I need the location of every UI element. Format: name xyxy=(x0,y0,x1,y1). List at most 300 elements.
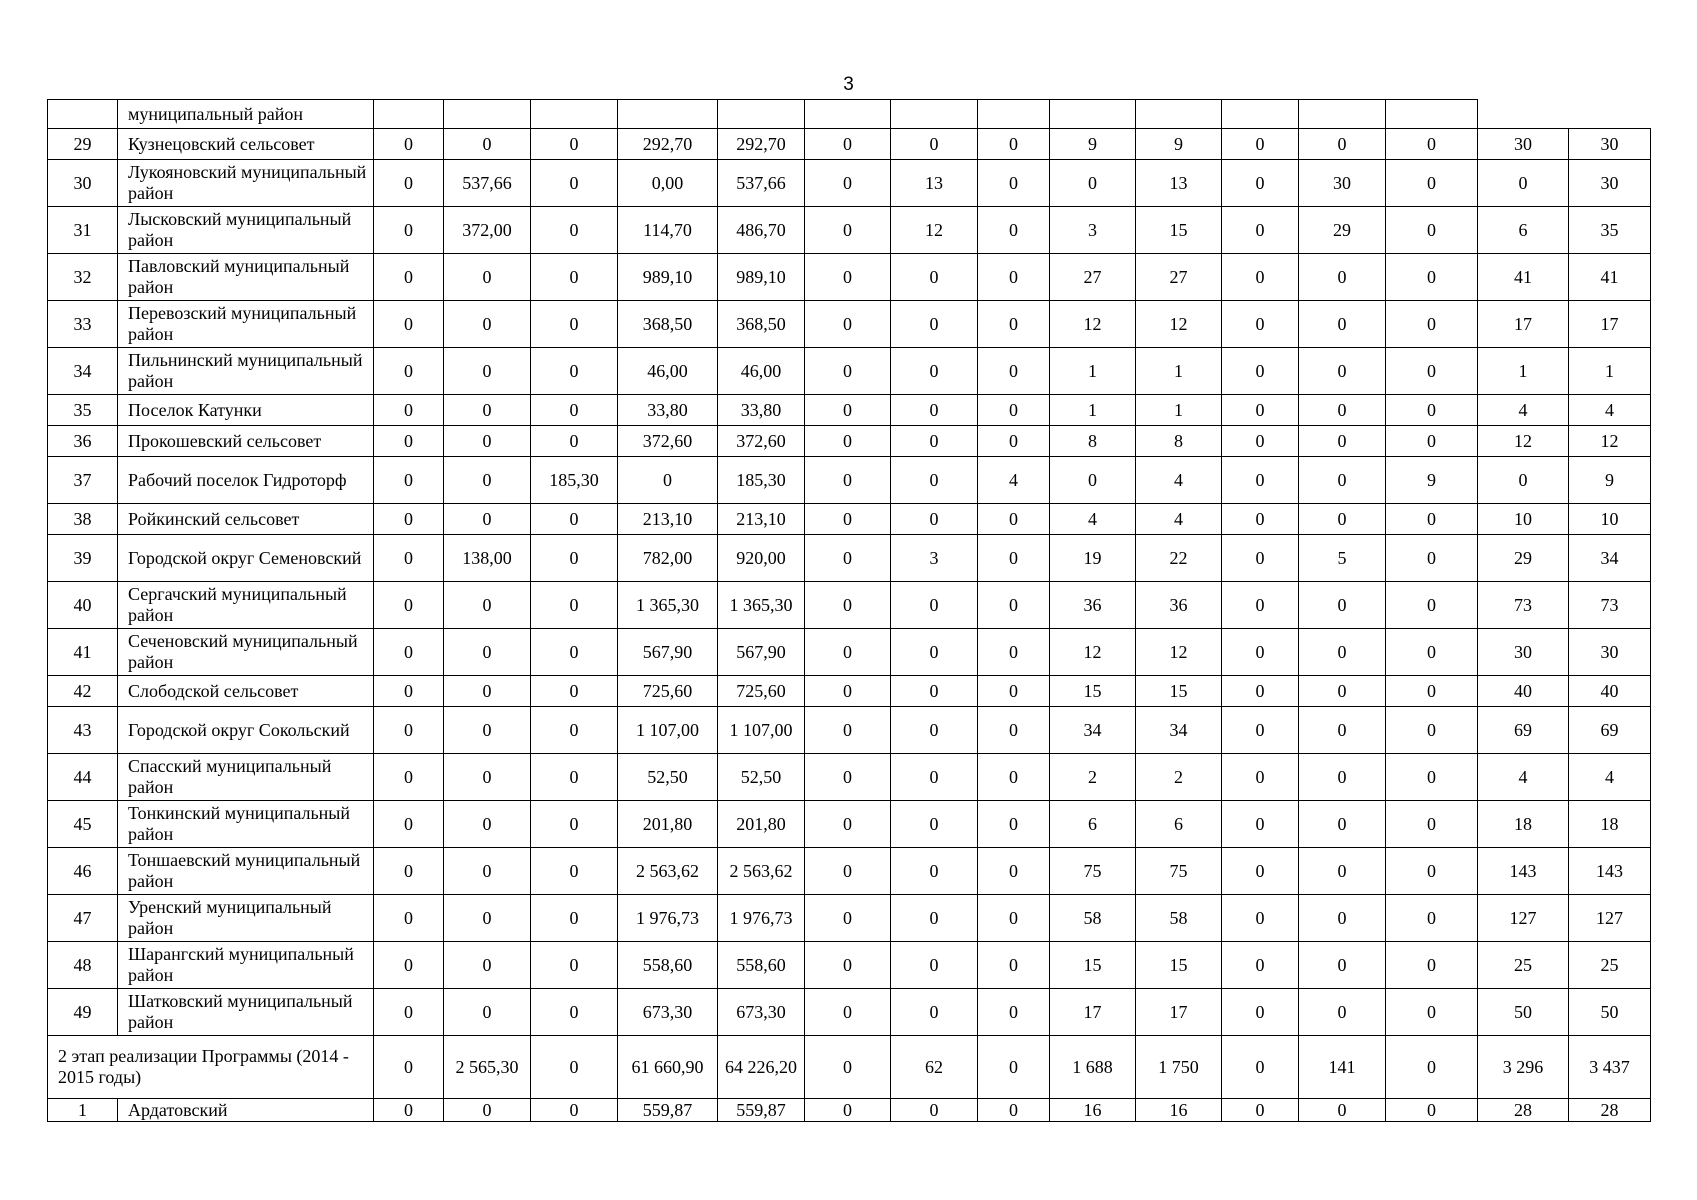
value-cell: 0 xyxy=(374,989,444,1036)
value-cell: 0 xyxy=(1222,301,1299,348)
value-cell: 0 xyxy=(531,754,618,801)
value-cell: 9 xyxy=(1569,457,1651,504)
value-cell: 0 xyxy=(444,504,531,535)
value-cell: 30 xyxy=(1478,629,1569,676)
value-cell: 0 xyxy=(444,707,531,754)
value-cell: 0 xyxy=(374,582,444,629)
value-cell: 1 xyxy=(1050,395,1136,426)
value-cell: 27 xyxy=(1050,254,1136,301)
table-row xyxy=(48,582,1651,629)
value-cell: 0 xyxy=(531,707,618,754)
value-cell: 0 xyxy=(1050,457,1136,504)
value-cell: 0 xyxy=(805,129,891,160)
value-cell: 0 xyxy=(1222,457,1299,504)
value-cell: 0 xyxy=(1386,1099,1478,1122)
value-cell: 559,87 xyxy=(718,1099,805,1122)
value-cell: 0 xyxy=(805,301,891,348)
value-cell: 725,60 xyxy=(718,676,805,707)
value-cell: 0 xyxy=(531,254,618,301)
value-cell: 141 xyxy=(1299,1036,1386,1099)
value-cell: 0 xyxy=(891,989,978,1036)
value-cell: 0 xyxy=(978,1099,1050,1122)
value-cell: 0 xyxy=(1222,426,1299,457)
value-cell: 0 xyxy=(891,129,978,160)
value-cell: 36 xyxy=(1050,582,1136,629)
value-cell: 34 xyxy=(1569,535,1651,582)
value-cell: 34 xyxy=(1136,707,1222,754)
row-number-cell: 47 xyxy=(48,895,118,942)
value-cell: 33,80 xyxy=(618,395,718,426)
value-cell: 19 xyxy=(1050,535,1136,582)
value-cell: 0 xyxy=(374,160,444,207)
value-cell: 0 xyxy=(978,629,1050,676)
value-cell: 0 xyxy=(374,1036,444,1099)
value-cell: 0 xyxy=(1299,254,1386,301)
row-number-cell: 33 xyxy=(48,301,118,348)
row-number-cell: 42 xyxy=(48,676,118,707)
value-cell: 0 xyxy=(891,426,978,457)
table-row xyxy=(48,754,1651,801)
value-cell: 1 365,30 xyxy=(618,582,718,629)
value-cell: 0,00 xyxy=(618,160,718,207)
table-row xyxy=(48,207,1651,254)
value-cell: 372,60 xyxy=(618,426,718,457)
value-cell: 0 xyxy=(374,301,444,348)
table-row xyxy=(48,707,1651,754)
value-cell: 0 xyxy=(978,395,1050,426)
value-cell: 0 xyxy=(805,676,891,707)
value-cell: 41 xyxy=(1569,254,1651,301)
value-cell: 920,00 xyxy=(718,535,805,582)
value-cell: 10 xyxy=(1569,504,1651,535)
value-cell: 185,30 xyxy=(718,457,805,504)
value-cell: 0 xyxy=(978,254,1050,301)
value-cell: 0 xyxy=(374,535,444,582)
value-cell: 0 xyxy=(531,676,618,707)
value-cell: 0 xyxy=(978,504,1050,535)
value-cell: 75 xyxy=(1136,848,1222,895)
value-cell: 0 xyxy=(805,207,891,254)
row-number-cell: 49 xyxy=(48,989,118,1036)
row-name-cell: Слободской сельсовет xyxy=(118,676,374,707)
value-cell: 1 xyxy=(1136,395,1222,426)
value-cell: 33,80 xyxy=(718,395,805,426)
value-cell: 0 xyxy=(374,254,444,301)
table-row xyxy=(48,457,1651,504)
value-cell: 0 xyxy=(978,848,1050,895)
value-cell: 0 xyxy=(444,942,531,989)
value-cell: 12 xyxy=(1136,301,1222,348)
value-cell: 12 xyxy=(1136,629,1222,676)
value-cell: 50 xyxy=(1569,989,1651,1036)
value-cell: 0 xyxy=(444,989,531,1036)
value-cell: 0 xyxy=(1386,254,1478,301)
value-cell: 0 xyxy=(444,676,531,707)
value-cell: 0 xyxy=(374,426,444,457)
value-cell: 0 xyxy=(1222,801,1299,848)
row-number-cell: 31 xyxy=(48,207,118,254)
value-cell: 30 xyxy=(1569,160,1651,207)
value-cell: 0 xyxy=(1386,676,1478,707)
row-name-cell: Ардатовский xyxy=(118,1099,374,1122)
value-cell: 989,10 xyxy=(618,254,718,301)
value-cell: 2 565,30 xyxy=(444,1036,531,1099)
value-cell: 143 xyxy=(1569,848,1651,895)
row-number-cell: 45 xyxy=(48,801,118,848)
table-row xyxy=(48,160,1651,207)
value-cell: 0 xyxy=(978,989,1050,1036)
value-cell: 50 xyxy=(1478,989,1569,1036)
row-number-cell: 29 xyxy=(48,129,118,160)
row-name-cell: Кузнецовский сельсовет xyxy=(118,129,374,160)
value-cell: 143 xyxy=(1478,848,1569,895)
value-cell: 0 xyxy=(1386,504,1478,535)
value-cell: 4 xyxy=(1478,395,1569,426)
row-name-cell: Ройкинский сельсовет xyxy=(118,504,374,535)
value-cell: 0 xyxy=(978,801,1050,848)
value-cell: 0 xyxy=(891,395,978,426)
value-cell: 0 xyxy=(805,1099,891,1122)
value-cell: 0 xyxy=(1222,582,1299,629)
value-cell: 0 xyxy=(805,895,891,942)
value-cell: 0 xyxy=(805,254,891,301)
value-cell: 52,50 xyxy=(618,754,718,801)
value-cell: 1 750 xyxy=(1136,1036,1222,1099)
value-cell: 0 xyxy=(444,395,531,426)
value-cell: 40 xyxy=(1478,676,1569,707)
value-cell: 0 xyxy=(891,942,978,989)
table-row xyxy=(48,301,1651,348)
value-cell: 0 xyxy=(531,395,618,426)
value-cell: 0 xyxy=(1299,504,1386,535)
value-cell: 0 xyxy=(978,1036,1050,1099)
value-cell: 0 xyxy=(891,301,978,348)
value-cell: 0 xyxy=(1222,1036,1299,1099)
value-cell: 673,30 xyxy=(718,989,805,1036)
value-cell: 0 xyxy=(978,582,1050,629)
value-cell: 4 xyxy=(1569,395,1651,426)
value-cell: 0 xyxy=(805,504,891,535)
value-cell: 0 xyxy=(891,348,978,395)
value-cell: 58 xyxy=(1050,895,1136,942)
value-cell: 0 xyxy=(1222,207,1299,254)
value-cell: 29 xyxy=(1299,207,1386,254)
value-cell: 0 xyxy=(891,504,978,535)
value-cell: 30 xyxy=(1569,129,1651,160)
table-row xyxy=(48,348,1651,395)
value-cell: 0 xyxy=(531,629,618,676)
row-name-cell: Уренский муниципальный район xyxy=(118,895,374,942)
value-cell: 0 xyxy=(891,895,978,942)
value-cell: 9 xyxy=(1386,457,1478,504)
value-cell: 0 xyxy=(978,426,1050,457)
value-cell: 292,70 xyxy=(618,129,718,160)
value-cell: 0 xyxy=(1222,160,1299,207)
value-cell: 2 xyxy=(1050,754,1136,801)
value-cell: 0 xyxy=(1299,629,1386,676)
table-row xyxy=(48,426,1651,457)
row-name-cell: Тоншаевский муниципальный район xyxy=(118,848,374,895)
value-cell: 725,60 xyxy=(618,676,718,707)
value-cell: 1 xyxy=(1569,348,1651,395)
value-cell: 0 xyxy=(1386,942,1478,989)
value-cell: 0 xyxy=(444,301,531,348)
value-cell: 0 xyxy=(374,457,444,504)
value-cell: 0 xyxy=(1386,535,1478,582)
value-cell: 1 xyxy=(1478,348,1569,395)
value-cell: 1 976,73 xyxy=(618,895,718,942)
value-cell: 0 xyxy=(1299,754,1386,801)
value-cell: 0 xyxy=(1050,160,1136,207)
value-cell: 0 xyxy=(374,942,444,989)
value-cell: 17 xyxy=(1569,301,1651,348)
table-row xyxy=(48,129,1651,160)
value-cell: 15 xyxy=(1050,676,1136,707)
value-cell: 0 xyxy=(1222,848,1299,895)
value-cell: 3 437 xyxy=(1569,1036,1651,1099)
value-cell: 0 xyxy=(444,426,531,457)
value-cell: 213,10 xyxy=(718,504,805,535)
value-cell: 28 xyxy=(1569,1099,1651,1122)
value-cell: 0 xyxy=(805,989,891,1036)
value-cell: 12 xyxy=(1569,426,1651,457)
row-number-cell: 40 xyxy=(48,582,118,629)
value-cell: 0 xyxy=(891,676,978,707)
value-cell: 3 296 xyxy=(1478,1036,1569,1099)
value-cell: 16 xyxy=(1050,1099,1136,1122)
value-cell: 0 xyxy=(891,754,978,801)
value-cell: 17 xyxy=(1136,989,1222,1036)
value-cell: 4 xyxy=(1569,754,1651,801)
value-cell: 0 xyxy=(374,676,444,707)
value-cell: 46,00 xyxy=(618,348,718,395)
row-name-cell: Прокошевский сельсовет xyxy=(118,426,374,457)
value-cell: 0 xyxy=(1299,582,1386,629)
value-cell: 673,30 xyxy=(618,989,718,1036)
value-cell: 0 xyxy=(1386,989,1478,1036)
value-cell: 30 xyxy=(1299,160,1386,207)
value-cell: 0 xyxy=(805,582,891,629)
value-cell: 75 xyxy=(1050,848,1136,895)
value-cell: 0 xyxy=(1478,457,1569,504)
value-cell: 0 xyxy=(374,707,444,754)
value-cell: 0 xyxy=(1299,942,1386,989)
value-cell: 8 xyxy=(1136,426,1222,457)
value-cell: 0 xyxy=(1299,989,1386,1036)
page-number: 3 xyxy=(843,74,854,95)
table-row xyxy=(48,989,1651,1036)
row-number-cell xyxy=(48,100,118,129)
row-name-cell: Городской округ Семеновский xyxy=(118,535,374,582)
table-row xyxy=(48,1099,1651,1122)
value-cell: 17 xyxy=(1478,301,1569,348)
value-cell: 18 xyxy=(1569,801,1651,848)
value-cell: 0 xyxy=(1299,1099,1386,1122)
value-cell: 15 xyxy=(1136,207,1222,254)
value-cell: 0 xyxy=(805,801,891,848)
value-cell: 0 xyxy=(1222,504,1299,535)
value-cell: 1 107,00 xyxy=(618,707,718,754)
value-cell: 0 xyxy=(1386,1036,1478,1099)
value-cell: 0 xyxy=(1299,395,1386,426)
value-cell: 1 365,30 xyxy=(718,582,805,629)
value-cell: 35 xyxy=(1569,207,1651,254)
value-cell: 0 xyxy=(1222,1099,1299,1122)
value-cell: 0 xyxy=(1386,629,1478,676)
value-cell: 0 xyxy=(374,129,444,160)
value-cell: 486,70 xyxy=(718,207,805,254)
value-cell: 6 xyxy=(1136,801,1222,848)
value-cell: 0 xyxy=(374,504,444,535)
value-cell: 0 xyxy=(618,457,718,504)
value-cell: 0 xyxy=(1386,301,1478,348)
value-cell: 58 xyxy=(1136,895,1222,942)
value-cell: 0 xyxy=(1299,457,1386,504)
value-cell: 13 xyxy=(891,160,978,207)
value-cell: 0 xyxy=(978,129,1050,160)
value-cell: 0 xyxy=(1386,754,1478,801)
value-cell: 0 xyxy=(531,129,618,160)
value-cell: 0 xyxy=(531,989,618,1036)
value-cell: 0 xyxy=(374,629,444,676)
value-cell: 127 xyxy=(1569,895,1651,942)
value-cell: 27 xyxy=(1136,254,1222,301)
value-cell: 73 xyxy=(1478,582,1569,629)
row-name-cell: Спасский муниципальный район xyxy=(118,754,374,801)
value-cell: 567,90 xyxy=(718,629,805,676)
value-cell: 1 xyxy=(1050,348,1136,395)
value-cell: 201,80 xyxy=(618,801,718,848)
value-cell: 5 xyxy=(1299,535,1386,582)
value-cell: 2 xyxy=(1136,754,1222,801)
value-cell: 0 xyxy=(805,426,891,457)
row-number-cell: 35 xyxy=(48,395,118,426)
row-number-cell: 39 xyxy=(48,535,118,582)
value-cell: 537,66 xyxy=(444,160,531,207)
row-name-cell: Лукояновский муниципальный район xyxy=(118,160,374,207)
value-cell: 292,70 xyxy=(718,129,805,160)
value-cell: 0 xyxy=(444,848,531,895)
row-number-cell: 38 xyxy=(48,504,118,535)
value-cell: 567,90 xyxy=(618,629,718,676)
value-cell: 25 xyxy=(1478,942,1569,989)
row-name-cell: Шарангский муниципальный район xyxy=(118,942,374,989)
value-cell: 64 226,20 xyxy=(718,1036,805,1099)
value-cell: 0 xyxy=(531,1099,618,1122)
value-cell: 1 107,00 xyxy=(718,707,805,754)
value-cell: 17 xyxy=(1050,989,1136,1036)
value-cell: 0 xyxy=(444,1099,531,1122)
value-cell: 0 xyxy=(1222,395,1299,426)
value-cell: 10 xyxy=(1478,504,1569,535)
value-cell: 0 xyxy=(531,301,618,348)
value-cell: 4 xyxy=(1050,504,1136,535)
value-cell: 46,00 xyxy=(718,348,805,395)
value-cell: 0 xyxy=(531,535,618,582)
value-cell: 15 xyxy=(1136,942,1222,989)
value-cell: 989,10 xyxy=(718,254,805,301)
value-cell: 0 xyxy=(1386,895,1478,942)
value-cell: 138,00 xyxy=(444,535,531,582)
value-cell: 12 xyxy=(1478,426,1569,457)
value-cell: 372,00 xyxy=(444,207,531,254)
program-table xyxy=(47,99,1651,1122)
value-cell: 0 xyxy=(444,629,531,676)
value-cell: 0 xyxy=(444,582,531,629)
value-cell: 40 xyxy=(1569,676,1651,707)
value-cell: 0 xyxy=(1222,129,1299,160)
row-number-cell: 34 xyxy=(48,348,118,395)
value-cell: 30 xyxy=(1478,129,1569,160)
value-cell: 0 xyxy=(1222,535,1299,582)
value-cell: 0 xyxy=(531,504,618,535)
value-cell: 16 xyxy=(1136,1099,1222,1122)
value-cell: 0 xyxy=(978,707,1050,754)
value-cell: 4 xyxy=(978,457,1050,504)
row-number-cell: 1 xyxy=(48,1099,118,1122)
value-cell: 0 xyxy=(805,848,891,895)
table-row xyxy=(48,848,1651,895)
value-cell: 0 xyxy=(531,801,618,848)
row-number-cell: 44 xyxy=(48,754,118,801)
row-number-cell: 48 xyxy=(48,942,118,989)
value-cell: 0 xyxy=(531,426,618,457)
value-cell: 0 xyxy=(1386,395,1478,426)
value-cell: 62 xyxy=(891,1036,978,1099)
value-cell: 0 xyxy=(805,348,891,395)
value-cell: 34 xyxy=(1050,707,1136,754)
value-cell: 0 xyxy=(1299,348,1386,395)
value-cell: 368,50 xyxy=(618,301,718,348)
row-name-cell: Сергачский муниципальный район xyxy=(118,582,374,629)
value-cell: 0 xyxy=(978,207,1050,254)
value-cell: 0 xyxy=(531,582,618,629)
value-cell: 2 563,62 xyxy=(718,848,805,895)
table-row xyxy=(48,895,1651,942)
row-name-cell: Поселок Катунки xyxy=(118,395,374,426)
value-cell: 127 xyxy=(1478,895,1569,942)
value-cell: 0 xyxy=(1222,676,1299,707)
value-cell: 1 976,73 xyxy=(718,895,805,942)
value-cell: 0 xyxy=(1299,129,1386,160)
value-cell: 0 xyxy=(1299,801,1386,848)
row-name-cell: Шатковский муниципальный район xyxy=(118,989,374,1036)
value-cell: 0 xyxy=(805,457,891,504)
value-cell: 6 xyxy=(1050,801,1136,848)
value-cell: 0 xyxy=(1386,207,1478,254)
value-cell: 0 xyxy=(1299,676,1386,707)
value-cell: 0 xyxy=(374,895,444,942)
row-name-cell: муниципальный район xyxy=(118,100,374,129)
row-number-cell: 36 xyxy=(48,426,118,457)
value-cell: 0 xyxy=(805,160,891,207)
table-row xyxy=(48,801,1651,848)
value-cell: 0 xyxy=(805,942,891,989)
value-cell: 0 xyxy=(891,801,978,848)
value-cell: 69 xyxy=(1569,707,1651,754)
value-cell: 0 xyxy=(374,348,444,395)
value-cell: 0 xyxy=(374,395,444,426)
value-cell: 0 xyxy=(1222,942,1299,989)
value-cell: 0 xyxy=(1386,848,1478,895)
row-name-cell: Павловский муниципальный район xyxy=(118,254,374,301)
row-name-cell: Пильнинский муниципальный район xyxy=(118,348,374,395)
value-cell: 61 660,90 xyxy=(618,1036,718,1099)
value-cell: 0 xyxy=(1299,707,1386,754)
value-cell: 13 xyxy=(1136,160,1222,207)
value-cell: 0 xyxy=(891,707,978,754)
value-cell: 0 xyxy=(374,207,444,254)
